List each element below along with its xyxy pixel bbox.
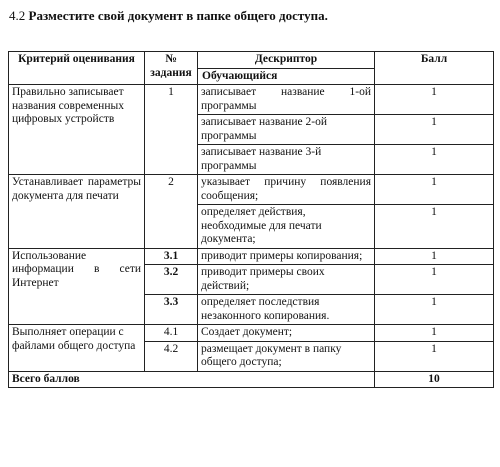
header-descriptor: Дескриптор — [198, 52, 375, 69]
descriptor-cell: определяет последствия незаконного копирования. — [198, 295, 375, 325]
descriptor-cell: приводит примеры копирования; — [198, 248, 375, 265]
score-cell: 1 — [375, 115, 494, 145]
descriptor-cell: записывает название 2-ой программы — [198, 115, 375, 145]
score-cell: 1 — [375, 205, 494, 249]
task-cell: 1 — [145, 85, 198, 175]
score-cell: 1 — [375, 295, 494, 325]
criterion-cell: Использование информации в сети Интернет — [9, 248, 145, 325]
criterion-cell: Правильно записывает названия современных цифровых устройств — [9, 85, 145, 175]
table-row — [9, 85, 494, 115]
descriptor-cell: определяет действия, необходимые для печати документа; — [198, 205, 375, 249]
task-number: 4.2 — [9, 8, 26, 23]
task-cell: 4.2 — [145, 341, 198, 371]
descriptor-cell: приводит примеры своих действий; — [198, 265, 375, 295]
assessment-table — [8, 51, 494, 388]
descriptor-cell: записывает название 3-й программы — [198, 145, 375, 175]
descriptor-cell: Создает документ; — [198, 325, 375, 342]
table-row — [9, 325, 494, 342]
task-cell: 3.1 — [145, 248, 198, 265]
descriptor-cell: указывает причину появления сообщения; — [198, 175, 375, 205]
score-cell: 1 — [375, 265, 494, 295]
criterion-cell: Устанавливает параметры документа для печати — [9, 175, 145, 249]
task-cell: 3.3 — [145, 295, 198, 325]
total-row — [9, 371, 494, 388]
score-cell: 1 — [375, 175, 494, 205]
descriptor-cell: размещает документ в папку общего доступа; — [198, 341, 375, 371]
criterion-cell: Выполняет операции с файлами общего доступа — [9, 325, 145, 372]
score-cell: 1 — [375, 248, 494, 265]
table-row — [9, 248, 494, 265]
header-learner: Обучающийся — [198, 68, 375, 85]
task-cell: 3.2 — [145, 265, 198, 295]
header-criterion: Критерий оценивания — [9, 52, 145, 85]
task-cell: 2 — [145, 175, 198, 249]
descriptor-cell: записывает название 1-ой программы — [198, 85, 375, 115]
total-label: Всего баллов — [9, 371, 375, 388]
score-cell: 1 — [375, 341, 494, 371]
table-row — [9, 175, 494, 205]
score-cell: 1 — [375, 325, 494, 342]
task-title: Разместите свой документ в папке общего доступа. — [28, 8, 328, 23]
task-heading — [9, 8, 328, 24]
header-score: Балл — [375, 52, 494, 85]
task-cell: 4.1 — [145, 325, 198, 342]
header-row — [9, 52, 494, 69]
header-task: № задания — [145, 52, 198, 85]
score-cell: 1 — [375, 145, 494, 175]
score-cell: 1 — [375, 85, 494, 115]
total-value: 10 — [375, 371, 494, 388]
